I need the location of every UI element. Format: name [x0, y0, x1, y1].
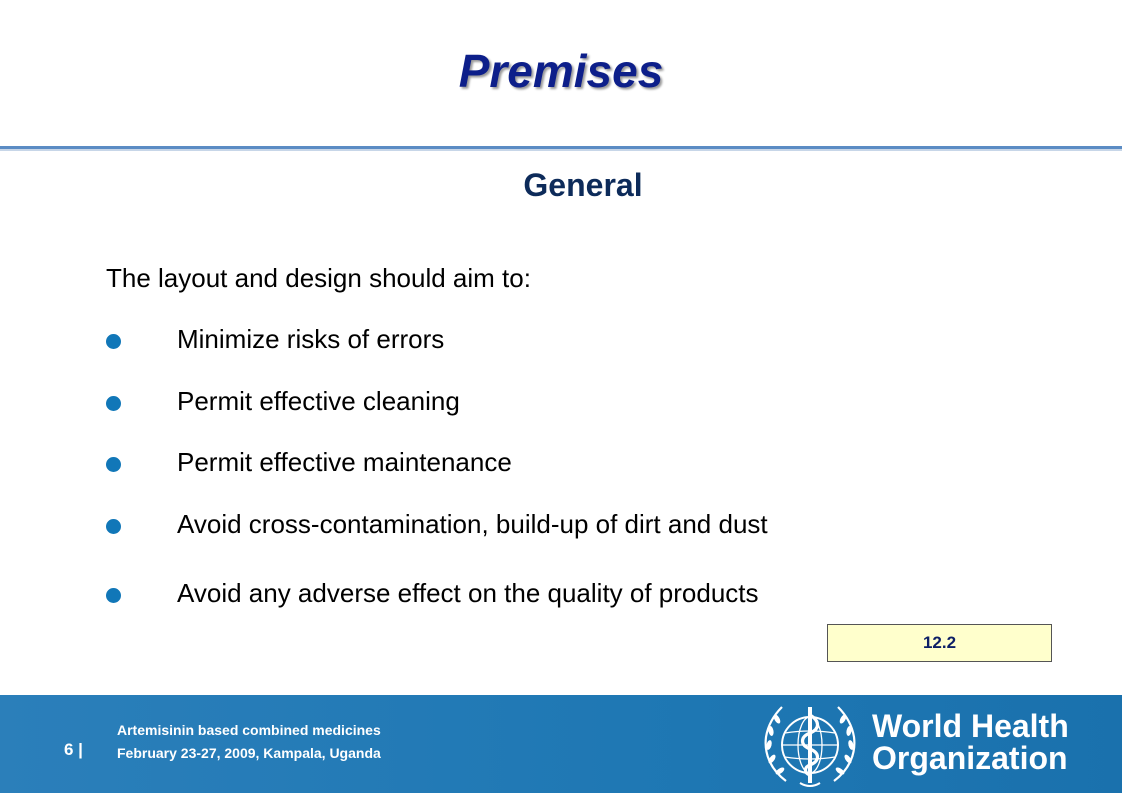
section-subtitle: General: [523, 167, 643, 203]
who-emblem-icon: [762, 699, 858, 791]
footer-event-title: Artemisinin based combined medicines: [117, 722, 381, 738]
bullet-text: Avoid any adverse effect on the quality of products: [177, 578, 759, 608]
bullet-dot-icon: [106, 334, 121, 349]
bullet-text: Permit effective cleaning: [177, 386, 460, 416]
footer-event-date: February 23-27, 2009, Kampala, Uganda: [117, 745, 381, 761]
bullet-text: Permit effective maintenance: [177, 447, 512, 477]
reference-badge: 12.2: [827, 624, 1052, 662]
bullet-dot-icon: [106, 588, 121, 603]
title-divider-shadow: [0, 149, 1122, 151]
page-number: 6 |: [64, 740, 83, 759]
bullet-text: Minimize risks of errors: [177, 324, 445, 354]
slide-title: Premises: [458, 45, 664, 97]
bullet-dot-icon: [106, 396, 121, 411]
bullet-dot-icon: [106, 457, 121, 472]
footer-band: [0, 695, 1122, 793]
bullet-text: Avoid cross-contamination, build-up of dirt and dust: [177, 509, 768, 539]
org-name-line1: World Health: [872, 708, 1069, 744]
intro-text: The layout and design should aim to:: [106, 263, 531, 293]
bullet-dot-icon: [106, 519, 121, 534]
org-name-line2: Organization: [872, 740, 1068, 776]
